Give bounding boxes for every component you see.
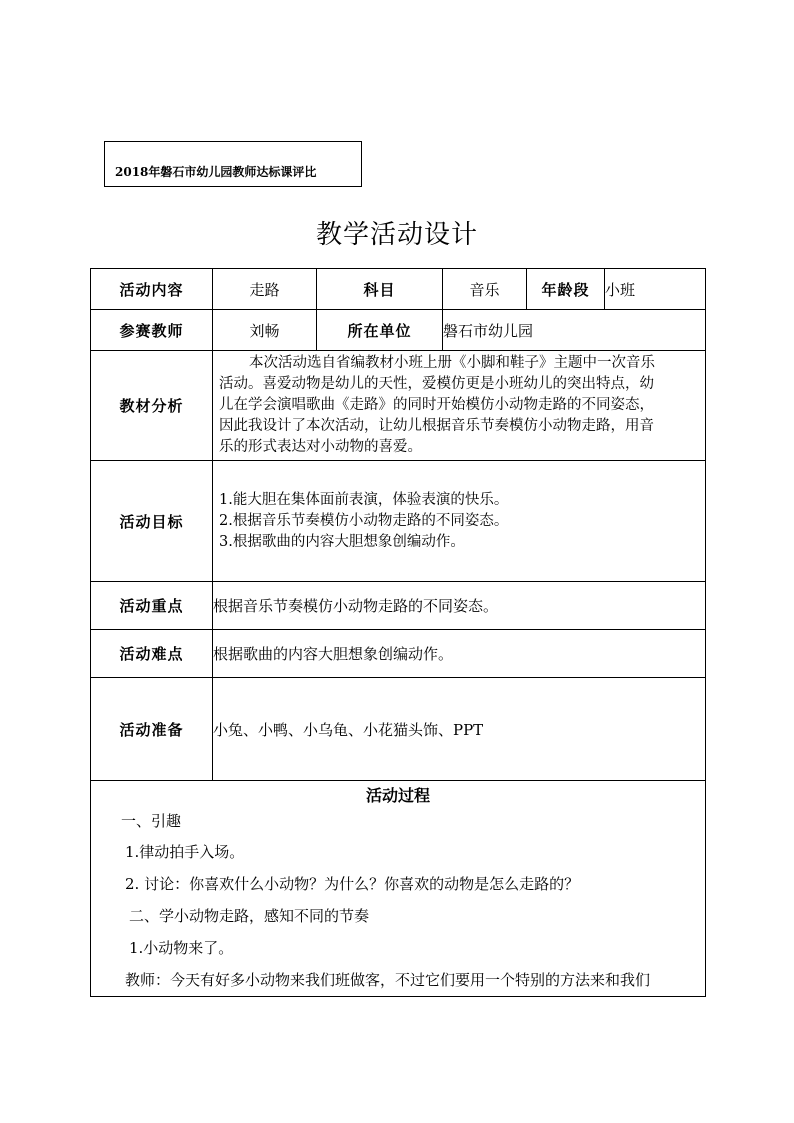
process-line: 教师：今天有好多小动物来我们班做客，不过它们要用一个特别的方法来和我们 bbox=[125, 971, 651, 989]
goal-item: 1.能大胆在集体面前表演，体验表演的快乐。 bbox=[219, 491, 509, 508]
process-line: 2. 讨论：你喜欢什么小动物？为什么？你喜欢的动物是怎么走路的？ bbox=[125, 875, 580, 893]
subject-value: 音乐 bbox=[443, 269, 527, 310]
difficulty-label: 活动难点 bbox=[91, 630, 213, 678]
competition-header-text: 2018年磐石市幼儿园教师达标课评比 bbox=[115, 165, 317, 179]
teacher-value: 刘畅 bbox=[213, 310, 317, 351]
row-teacher bbox=[91, 310, 706, 351]
content-value: 走路 bbox=[213, 269, 317, 310]
age-label: 年龄段 bbox=[527, 269, 605, 310]
page-title: 教学活动设计 bbox=[315, 220, 478, 250]
process-cell bbox=[91, 781, 706, 997]
unit-value: 磐石市幼儿园 bbox=[443, 310, 706, 351]
row-difficulty bbox=[91, 630, 706, 678]
difficulty-value: 根据歌曲的内容大胆想象创编动作。 bbox=[213, 630, 706, 678]
process-line: 二、学小动物走路，感知不同的节奏 bbox=[129, 907, 370, 925]
goal-item: 2.根据音乐节奏模仿小动物走路的不同姿态。 bbox=[219, 512, 509, 529]
preparation-value: 小兔、小鸭、小乌龟、小花猫头饰、PPT bbox=[213, 678, 706, 781]
analysis-line: 因此我设计了本次活动，让幼儿根据音乐节奏模仿小动物走路，用音 bbox=[219, 418, 654, 434]
teacher-label: 参赛教师 bbox=[91, 310, 213, 351]
process-line: 一、引趣 bbox=[121, 812, 182, 830]
goals-list bbox=[213, 490, 705, 553]
analysis-line: 活动。喜爱动物是幼儿的天性，爱模仿更是小班幼儿的突出特点，幼 bbox=[219, 376, 654, 392]
key-point-value: 根据音乐节奏模仿小动物走路的不同姿态。 bbox=[213, 582, 706, 630]
analysis-line: 儿在学会演唱歌曲《走路》的同时开始模仿小动物走路的不同姿态， bbox=[219, 397, 654, 413]
analysis-text bbox=[213, 351, 705, 460]
row-content bbox=[91, 269, 706, 310]
preparation-label: 活动准备 bbox=[91, 678, 213, 781]
process-line: 1.律动拍手入场。 bbox=[125, 843, 245, 861]
analysis-label: 教材分析 bbox=[91, 351, 213, 461]
analysis-line: 乐的形式表达对小动物的喜爱。 bbox=[219, 439, 422, 455]
analysis-line: 本次活动选自省编教材小班上册《小脚和鞋子》主题中一次音乐 bbox=[249, 355, 655, 371]
row-process bbox=[91, 781, 706, 997]
competition-header-box bbox=[104, 141, 362, 187]
goals-label: 活动目标 bbox=[91, 461, 213, 582]
process-title: 活动过程 bbox=[365, 786, 430, 805]
content-label: 活动内容 bbox=[91, 269, 213, 310]
subject-label: 科目 bbox=[317, 269, 443, 310]
process-line: 1.小动物来了。 bbox=[129, 939, 234, 957]
activity-design-table bbox=[90, 268, 706, 997]
row-analysis bbox=[91, 351, 706, 461]
age-value: 小班 bbox=[605, 269, 706, 310]
row-preparation bbox=[91, 678, 706, 781]
row-key-point bbox=[91, 582, 706, 630]
goal-item: 3.根据歌曲的内容大胆想象创编动作。 bbox=[219, 533, 465, 550]
unit-label: 所在单位 bbox=[317, 310, 443, 351]
row-goals bbox=[91, 461, 706, 582]
analysis-cell bbox=[213, 351, 706, 461]
goals-cell bbox=[213, 461, 706, 582]
key-point-label: 活动重点 bbox=[91, 582, 213, 630]
